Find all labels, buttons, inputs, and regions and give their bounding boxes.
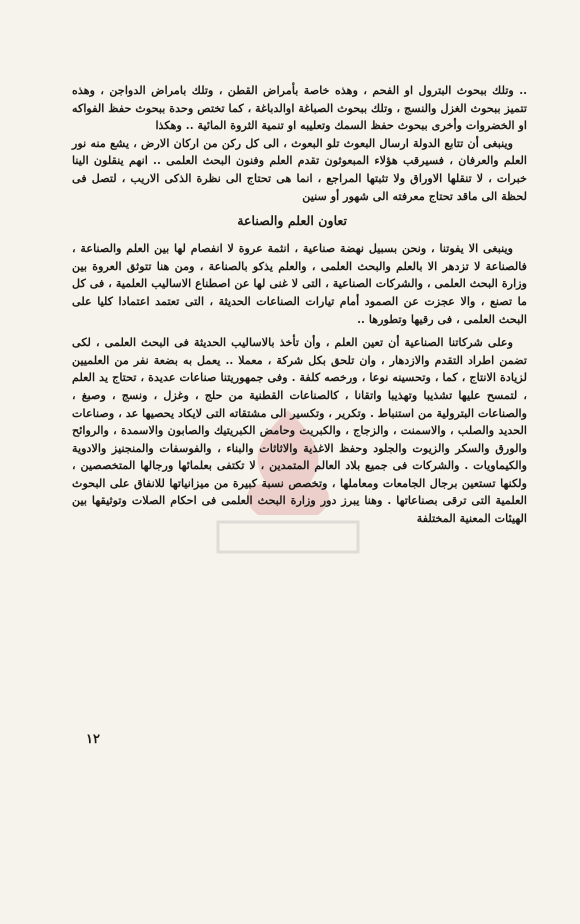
paragraph-2: وينبغى أن تتابع الدولة ارسال البعوث تلو البعوث ، الى كل ركن من اركان الارض ، يشع منه نور العلم والعرفان ، فسيرقب هؤلاء المبعوثون تقدم العلم وفنون البحث العلمى .. انهم ينقلون الينا خبرات ، لا تنقلها الاوراق ولا تثبتها المراجع ، انما هى تحتاج الى نظرة الذكى الاريب ، لتصل فى لحظة الى ماقد تحتاج معرفته الى شهور أو سنين <box>72 135 527 203</box>
paragraph-1: .. وتلك ببحوث البترول او الفحم ، وهذه خاصة بأمراض القطن ، وتلك بامراض الدواجن ، وهذه تتميز ببحوث الغزل والنسج ، وتلك ببحوث الصباغة اوالدباغة ، كما تختص وحدة ببحوث حفظ الفواكه او الخضروات وأخرى ببحوث حفظ السمك وتعليبه او تنمية الثروة المائية .. وهكذا <box>72 83 527 133</box>
section-heading: تعاون العلم والصناعة <box>237 213 347 229</box>
paragraph-3: وينبغى الا يفوتنا ، ونحن بسبيل نهضة صناعية ، انثمة عروة لا انفصام لها بين العلم والصناعة ، فالصناعة لا تزدهر الا بالعلم والبحث العلمى ، والعلم يذكو بالصناعة ، ومن هنا تتوثق العروة بين وزارة البحث العلمى ، والشركات الصناعية ، التى لا غنى لها عن اصطناع الاساليب العلمية ، فى كل ما تصنع ، والا عجزت عن الصمود أمام تيارات الصناعات الحديثة ، التى تعتمد اعتمادا كليا على البحث العلمى ، فى رقيها وتطورها .. <box>72 241 527 326</box>
page-text <box>72 82 527 528</box>
paragraph-4: وعلى شركاتنا الصناعية أن تعين العلم ، وأن تأخذ بالاساليب الحديثة فى البحث العلمى ، لكى تضمن اطراد التقدم والازدهار ، وان تلحق بكل شركة ، معملا .. يعمل به بضعة نفر من العلميين لزيادة الانتاج ، كما ، وتحسينه نوعا ، ورخصه كلفة . وفى جمهوريتنا صناعات عديدة ، تحتاج يد العلم ، لتمسح عليها تشذيبا وتهذيبا واتقانا ، كالصناعات القطنية من حلج ، وغزل ، ونسج ، وصبغ ، والصناعات البترولية من استنباط . وتكرير ، وتكسير الى مشتقاته التى لايكاد يحصيها عد ، وصناعات الحديد والصلب ، والاسمنت ، والزجاج ، والكبريت وحامض الكبريتيك والصابون والاسمدة ، والروائح والورق والسكر والزيوت والجلود وحفظ الاغذية والاثاثات والبناء ، والفوسفات والمنجنيز والادوية والكيماويات . والشركات فى جميع بلاد العالم المتمدين ، لا تكتفى بعلمائها ورجالها المتخصصين ، ولكنها تستعين برجال الجامعات ومعاملها ، وتخصص نسبة كبيرة من ميزانياتها للانفاق على البحوث العلمية التى ترقى بصناعاتها . وهنا يبرز دور وزارة البحث العلمى فى احكام الصلات وتوثيقها بين الهيئات المعنية المختلفة <box>72 335 527 526</box>
page-number: ١٢ <box>86 732 100 747</box>
